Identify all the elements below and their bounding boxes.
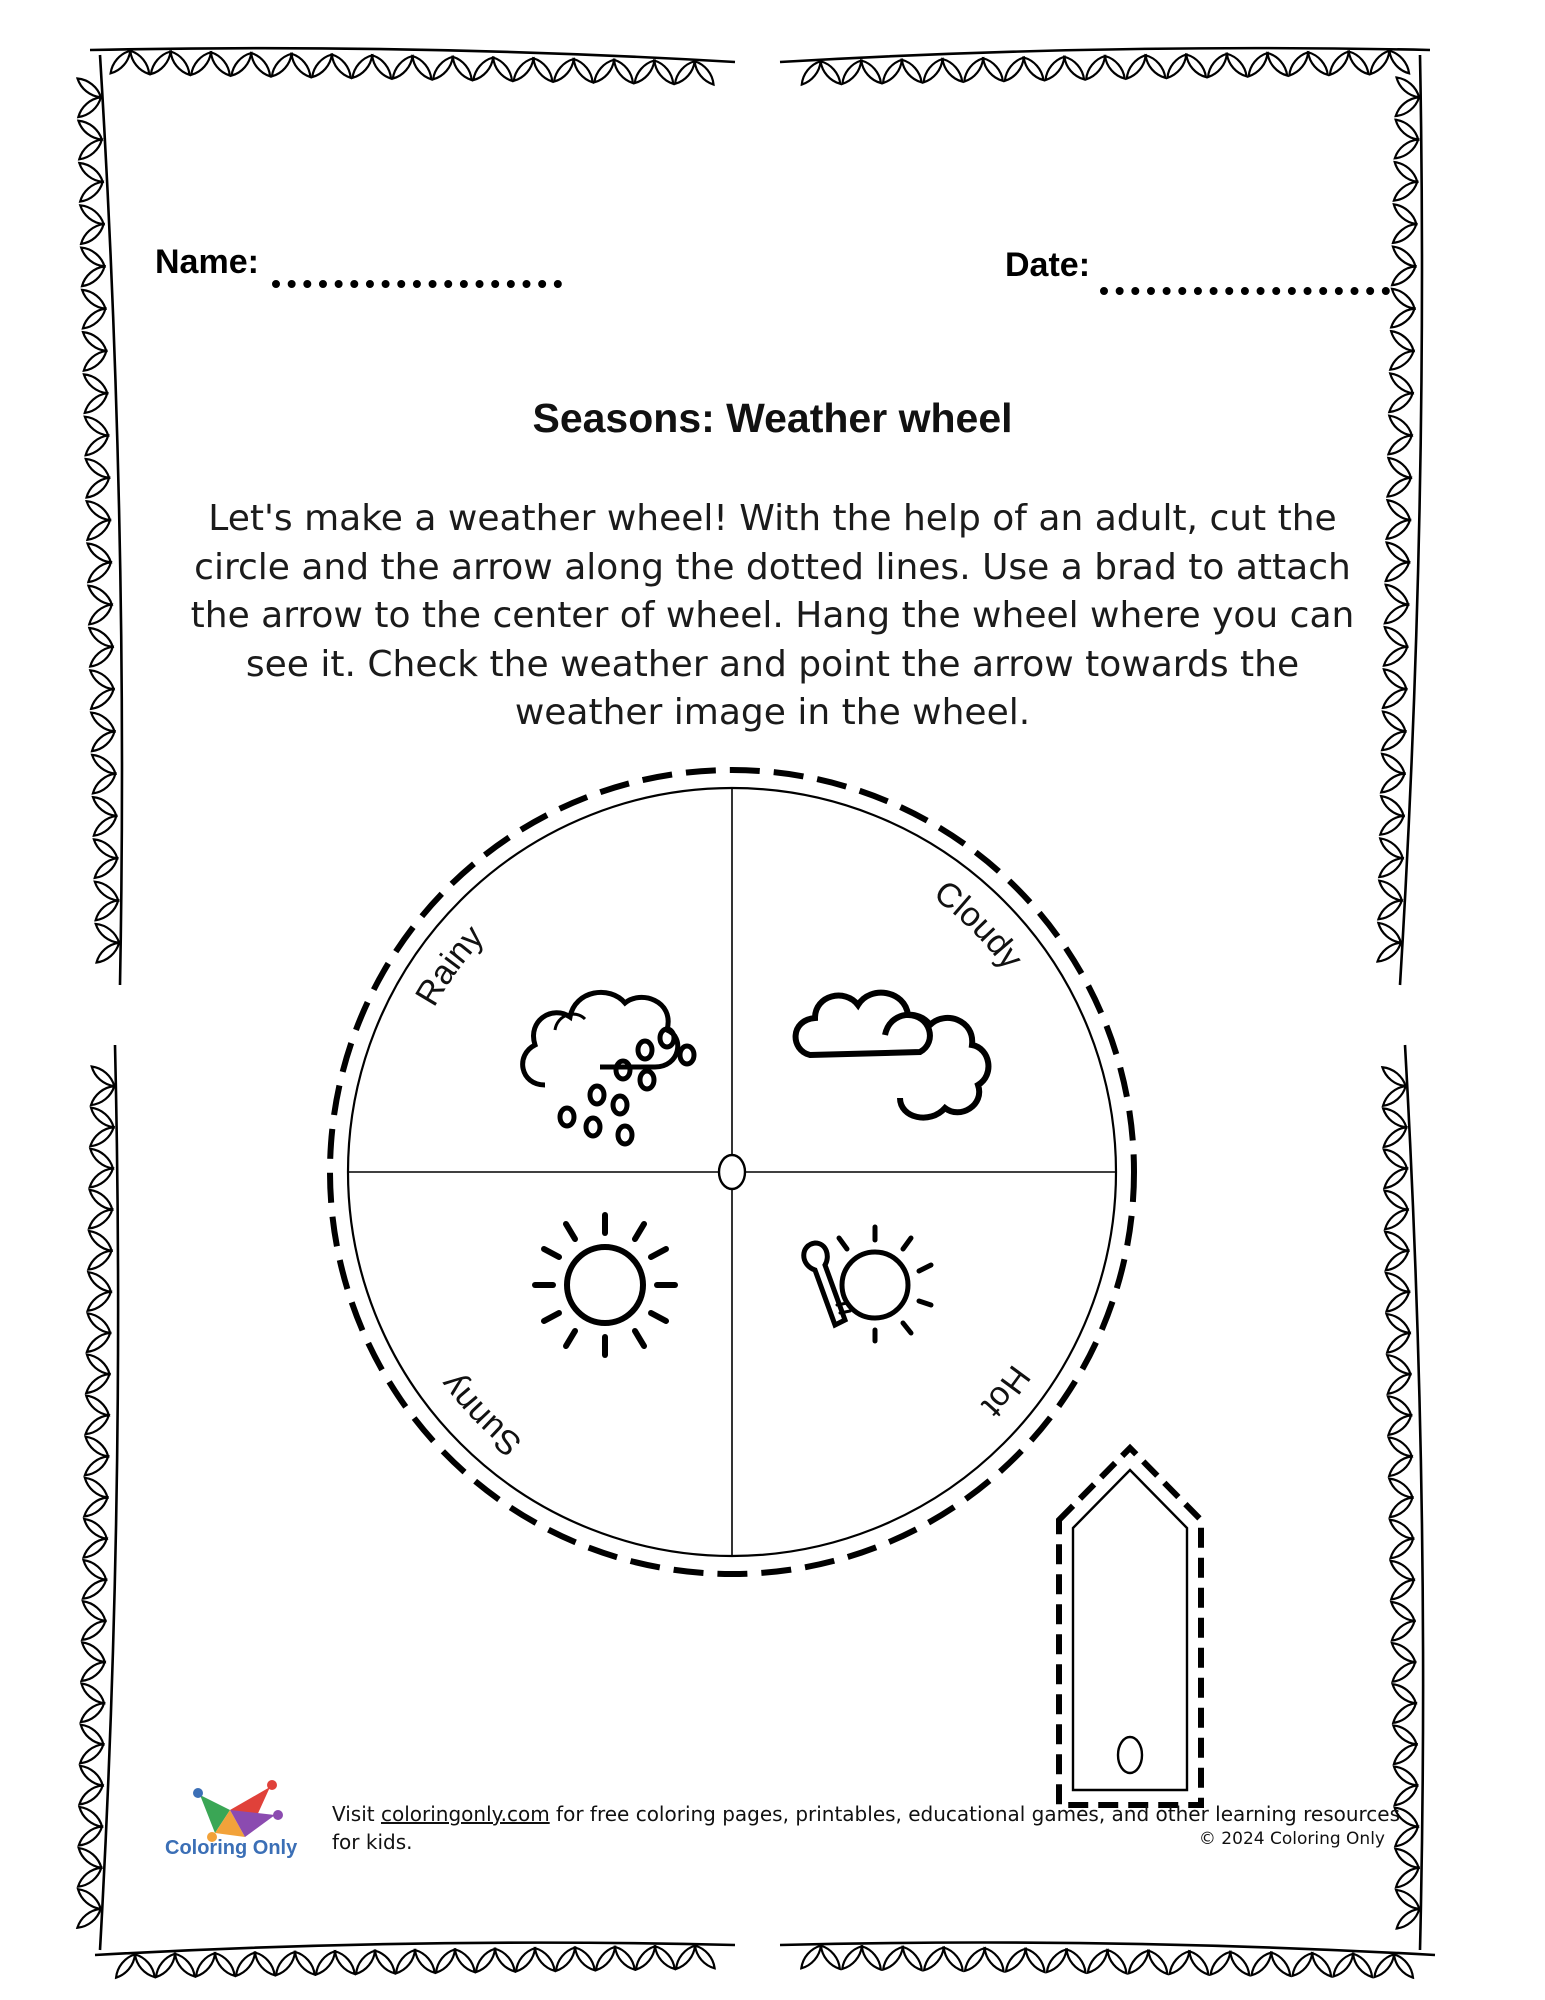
name-field[interactable]: [272, 280, 562, 288]
date-field[interactable]: [1100, 287, 1390, 295]
sun-icon: [535, 1215, 675, 1355]
footer-visit-prefix: Visit: [332, 1802, 381, 1826]
arrow-cut-line: [1059, 1448, 1201, 1805]
instructions-text: Let's make a weather wheel! With the help of an adult, cut the circle and the arrow along the dotted lines. Use a brad to attach the arrow to the center of wheel. Hang the wheel where you can see it. Check the weather and point the arrow towards the weather image in the wheel.: [190, 498, 1355, 733]
center-hole: [719, 1155, 745, 1189]
arrow-hole: [1118, 1737, 1142, 1773]
section-label-rainy: Rainy: [408, 917, 492, 1013]
copyright-text: © 2024 Coloring Only: [1198, 1829, 1385, 1849]
coloringonly-link[interactable]: coloringonly.com: [380, 1802, 550, 1826]
section-label-cloudy: Cloudy: [927, 873, 1031, 977]
section-label-sunny: Sunny: [432, 1366, 529, 1464]
weather-wheel: [300, 740, 1140, 1600]
page-title: Seasons: Weather wheel: [532, 395, 1013, 441]
rain-cloud-icon: [523, 992, 694, 1144]
date-label: Date:: [1005, 246, 1091, 284]
footer-visit-suffix: for free coloring pages, printables, educational games, and other learning resources for kids.: [332, 1802, 1401, 1854]
cloud-icon: [796, 993, 989, 1118]
arrow-pointer: [1045, 1440, 1215, 1820]
arrow-outline: [1073, 1470, 1187, 1790]
section-label-hot: Hot: [974, 1358, 1038, 1425]
thermometer-sun-icon: [804, 1227, 931, 1341]
name-label: Name:: [155, 243, 259, 281]
logo-text: Coloring Only: [165, 1837, 298, 1859]
